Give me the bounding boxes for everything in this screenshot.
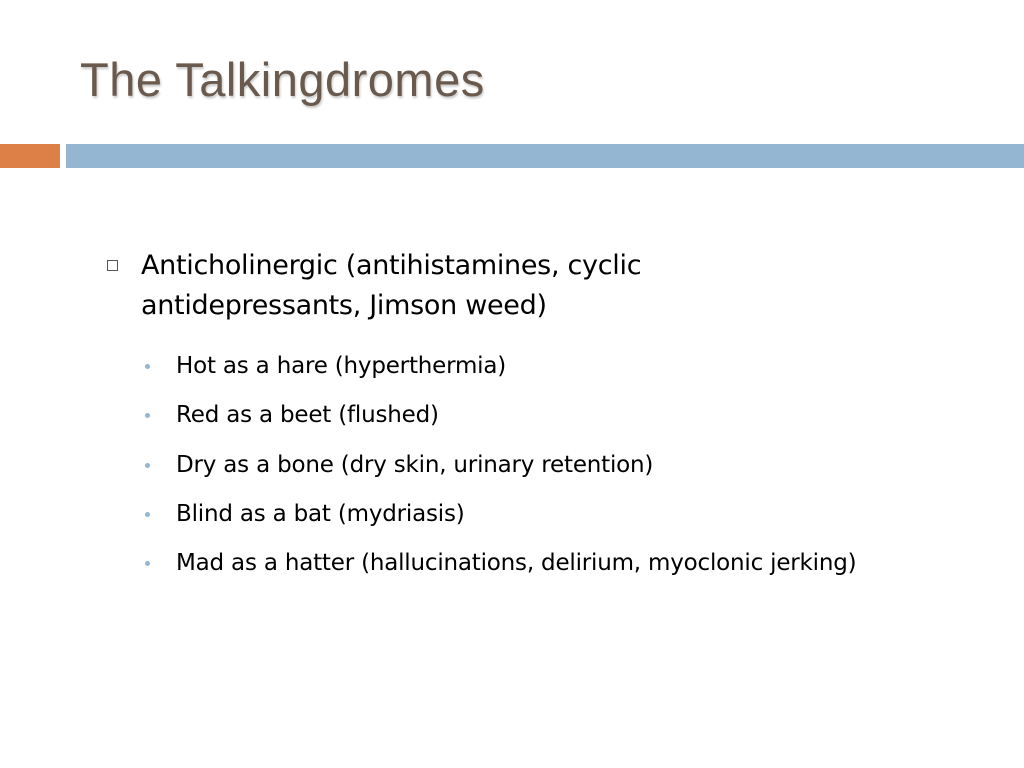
bullet-level1-text: Anticholinergic (antihistamines, cyclic antidepressants, Jimson weed)	[141, 250, 642, 321]
bullet-level2-text: Hot as a hare (hyperthermia)	[176, 353, 507, 379]
dot-bullet-icon	[145, 512, 150, 517]
bullet-level2-text: Red as a beet (flushed)	[176, 402, 439, 428]
bullet-level2-text: Blind as a bat (mydriasis)	[176, 501, 465, 527]
slide-title: The Talkingdromes	[80, 53, 485, 106]
dot-bullet-icon	[145, 561, 150, 566]
dot-bullet-icon	[145, 463, 150, 468]
dot-bullet-icon	[145, 364, 150, 369]
hollow-square-bullet-icon	[107, 260, 118, 271]
bullet-level2-text: Dry as a bone (dry skin, urinary retention)	[176, 452, 654, 478]
dot-bullet-icon	[145, 413, 150, 418]
bullet-level2-text: Mad as a hatter (hallucinations, delirium, myoclonic jerking)	[176, 550, 857, 576]
